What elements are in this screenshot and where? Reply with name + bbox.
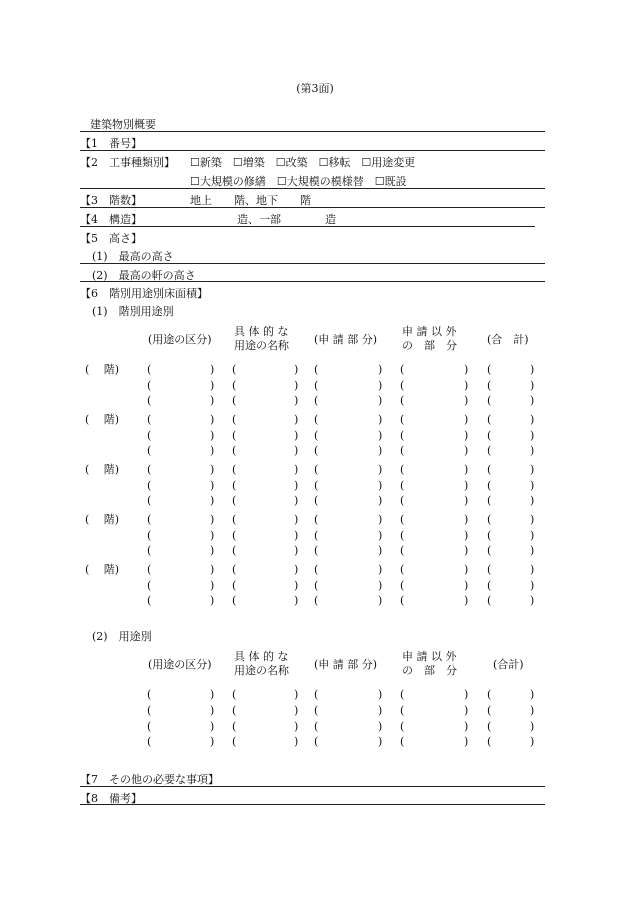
bracket-close: )	[530, 594, 535, 607]
section-3-floors: 【3 階数】	[80, 194, 142, 207]
bracket-open: (	[400, 513, 405, 526]
bracket-open: (	[314, 704, 319, 717]
bracket-open: (	[147, 704, 152, 717]
bracket-close: )	[530, 688, 535, 701]
bracket-close: )	[378, 688, 383, 701]
bracket-open: (	[147, 594, 152, 607]
by-floor-use-label: (1) 階別用途別	[92, 305, 174, 318]
structure-value: 造、一部 造	[237, 213, 336, 226]
bracket-open: (	[400, 394, 405, 407]
bracket-open: (	[147, 428, 152, 442]
header-line: 具 体 的 な	[234, 650, 289, 663]
bracket-open: (	[400, 363, 405, 376]
bracket-open: (	[232, 444, 237, 457]
bracket-close: )	[294, 594, 299, 607]
bracket-close: )	[464, 528, 469, 542]
bracket-close: )	[210, 378, 215, 392]
bracket-close: )	[378, 563, 383, 576]
bracket-close: )	[530, 735, 535, 748]
bracket-close: )	[294, 513, 299, 526]
bracket-open: (	[232, 363, 237, 376]
bracket-close: )	[378, 594, 383, 607]
by-use-label: (2) 用途別	[92, 630, 152, 643]
section-7-other-matters: 【7 その他の必要な事項】	[80, 773, 219, 786]
bracket-open: (	[400, 578, 405, 592]
bracket-open: (	[147, 528, 152, 542]
bracket-close: )	[378, 513, 383, 526]
bracket-close: )	[294, 363, 299, 376]
bracket-close: )	[294, 463, 299, 476]
bracket-close: )	[530, 428, 535, 442]
bracket-close: )	[530, 378, 535, 392]
bracket-close: )	[210, 578, 215, 592]
bracket-close: )	[464, 394, 469, 407]
bracket-open: (	[232, 688, 237, 701]
bracket-close: )	[530, 363, 535, 376]
bracket-close: )	[294, 428, 299, 442]
header-line: の 部 分	[402, 664, 457, 677]
bracket-open: (	[232, 413, 237, 426]
bracket-close: )	[294, 378, 299, 392]
bracket-close: )	[464, 563, 469, 576]
bracket-open: (	[487, 594, 492, 607]
bracket-open: (	[487, 413, 492, 426]
bracket-open: (	[147, 563, 152, 576]
bracket-close: )	[210, 544, 215, 557]
header-specific-use-name	[234, 650, 289, 678]
bracket-close: )	[210, 478, 215, 492]
bracket-open: (	[147, 444, 152, 457]
header-line: 用途の名称	[234, 339, 289, 352]
bracket-close: )	[294, 688, 299, 701]
bracket-open: (	[400, 594, 405, 607]
bracket-open: (	[487, 428, 492, 442]
bracket-open: (	[487, 688, 492, 701]
bracket-close: )	[210, 720, 215, 733]
bracket-open: (	[400, 428, 405, 442]
bracket-open: (	[232, 463, 237, 476]
bracket-open: (	[147, 413, 152, 426]
bracket-close: )	[294, 494, 299, 507]
bracket-close: )	[378, 428, 383, 442]
bracket-close: )	[464, 513, 469, 526]
bracket-close: )	[378, 494, 383, 507]
header-specific-use-name	[234, 325, 289, 353]
bracket-close: )	[530, 528, 535, 542]
rule	[80, 281, 545, 282]
bracket-close: )	[530, 720, 535, 733]
bracket-close: )	[378, 578, 383, 592]
bracket-close: )	[378, 704, 383, 717]
bracket-open: (	[314, 444, 319, 457]
bracket-open: (	[314, 544, 319, 557]
rule	[80, 786, 545, 787]
bracket-close: )	[378, 444, 383, 457]
bracket-open: (	[147, 363, 152, 376]
bracket-open: (	[147, 378, 152, 392]
bracket-close: )	[378, 413, 383, 426]
bracket-open: (	[147, 578, 152, 592]
bracket-open: (	[147, 394, 152, 407]
section-4-structure: 【4 構造】	[80, 213, 142, 226]
bracket-open: (	[400, 688, 405, 701]
bracket-close: )	[464, 704, 469, 717]
bracket-open: (	[487, 394, 492, 407]
bracket-open: (	[487, 378, 492, 392]
bracket-open: (	[314, 513, 319, 526]
construction-type-options-1[interactable]: ☐新築 ☐増築 ☐改築 ☐移転 ☐用途変更	[190, 156, 416, 169]
bracket-close: )	[378, 544, 383, 557]
bracket-open: (	[314, 378, 319, 392]
bracket-close: )	[294, 720, 299, 733]
bracket-close: )	[294, 413, 299, 426]
bracket-close: )	[464, 444, 469, 457]
bracket-open: (	[232, 735, 237, 748]
bracket-open: (	[232, 378, 237, 392]
document-title: 建築物別概要	[90, 118, 156, 131]
bracket-open: (	[232, 544, 237, 557]
bracket-open: (	[232, 578, 237, 592]
section-1-number: 【1 番号】	[80, 137, 142, 150]
bracket-open: (	[314, 494, 319, 507]
section-5-height: 【5 高さ】	[80, 232, 142, 245]
bracket-close: )	[210, 563, 215, 576]
bracket-open: (	[400, 463, 405, 476]
bracket-close: )	[294, 528, 299, 542]
bracket-close: )	[530, 544, 535, 557]
rule	[80, 131, 545, 132]
header-applied-part: (申 請 部 分)	[314, 333, 378, 346]
bracket-open: (	[147, 494, 152, 507]
bracket-open: (	[400, 704, 405, 717]
bracket-open: (	[232, 494, 237, 507]
bracket-open: (	[400, 544, 405, 557]
bracket-open: (	[487, 444, 492, 457]
bracket-open: (	[147, 513, 152, 526]
bracket-close: )	[530, 463, 535, 476]
bracket-close: )	[378, 720, 383, 733]
rule	[80, 226, 535, 227]
bracket-close: )	[210, 594, 215, 607]
bracket-open: (	[147, 688, 152, 701]
bracket-close: )	[530, 578, 535, 592]
bracket-open: (	[400, 378, 405, 392]
bracket-open: (	[400, 528, 405, 542]
bracket-close: )	[210, 463, 215, 476]
bracket-open: (	[314, 478, 319, 492]
bracket-close: )	[210, 688, 215, 701]
bracket-open: (	[487, 513, 492, 526]
header-total: (合 計)	[487, 333, 529, 346]
bracket-close: )	[210, 413, 215, 426]
bracket-close: )	[210, 528, 215, 542]
bracket-close: )	[464, 378, 469, 392]
floor-label: ( 階)	[85, 513, 120, 526]
header-non-applied-part	[402, 325, 457, 353]
bracket-open: (	[400, 563, 405, 576]
max-height-label: (1) 最高の高さ	[92, 250, 174, 263]
bracket-close: )	[464, 578, 469, 592]
bracket-open: (	[314, 413, 319, 426]
bracket-close: )	[530, 444, 535, 457]
bracket-close: )	[294, 394, 299, 407]
bracket-open: (	[400, 444, 405, 457]
bracket-open: (	[400, 494, 405, 507]
rule	[80, 150, 545, 151]
bracket-close: )	[378, 735, 383, 748]
bracket-open: (	[314, 428, 319, 442]
bracket-open: (	[147, 720, 152, 733]
header-line: 申 請 以 外	[402, 650, 457, 663]
bracket-close: )	[378, 478, 383, 492]
bracket-open: (	[487, 494, 492, 507]
bracket-close: )	[530, 478, 535, 492]
bracket-open: (	[400, 478, 405, 492]
section-8-remarks: 【8 備考】	[80, 792, 142, 805]
bracket-open: (	[232, 704, 237, 717]
bracket-close: )	[294, 478, 299, 492]
header-applied-part: (申 請 部 分)	[314, 658, 378, 671]
bracket-open: (	[314, 688, 319, 701]
bracket-open: (	[487, 578, 492, 592]
bracket-close: )	[464, 478, 469, 492]
bracket-open: (	[232, 394, 237, 407]
max-eaves-height-label: (2) 最高の軒の高さ	[92, 269, 196, 282]
bracket-close: )	[530, 494, 535, 507]
bracket-close: )	[210, 428, 215, 442]
bracket-open: (	[232, 563, 237, 576]
bracket-close: )	[464, 594, 469, 607]
rule	[80, 263, 545, 264]
bracket-open: (	[147, 463, 152, 476]
bracket-close: )	[464, 735, 469, 748]
bracket-open: (	[147, 544, 152, 557]
bracket-close: )	[464, 720, 469, 733]
bracket-close: )	[210, 363, 215, 376]
bracket-open: (	[147, 735, 152, 748]
bracket-open: (	[232, 594, 237, 607]
bracket-open: (	[314, 463, 319, 476]
rule	[80, 207, 545, 208]
header-total: (合計)	[493, 658, 524, 671]
bracket-close: )	[210, 735, 215, 748]
bracket-open: (	[400, 720, 405, 733]
bracket-close: )	[464, 413, 469, 426]
bracket-open: (	[487, 735, 492, 748]
bracket-close: )	[464, 463, 469, 476]
bracket-open: (	[232, 478, 237, 492]
bracket-close: )	[464, 688, 469, 701]
floors-value: 地上 階、地下 階	[190, 194, 311, 207]
bracket-open: (	[487, 544, 492, 557]
bracket-open: (	[147, 478, 152, 492]
bracket-open: (	[314, 720, 319, 733]
header-use-category: (用途の区分)	[148, 333, 212, 346]
bracket-close: )	[530, 563, 535, 576]
section-2-construction-type: 【2 工事種類別】	[80, 156, 175, 169]
bracket-close: )	[378, 463, 383, 476]
rule	[80, 188, 545, 189]
rule	[80, 804, 545, 805]
bracket-close: )	[464, 363, 469, 376]
bracket-open: (	[400, 413, 405, 426]
bracket-close: )	[210, 444, 215, 457]
bracket-close: )	[530, 394, 535, 407]
bracket-close: )	[530, 704, 535, 717]
bracket-close: )	[294, 735, 299, 748]
construction-type-options-2[interactable]: ☐大規模の修繕 ☐大規模の模様替 ☐既設	[190, 175, 407, 188]
bracket-open: (	[232, 513, 237, 526]
bracket-open: (	[487, 563, 492, 576]
bracket-close: )	[464, 428, 469, 442]
section-6-floor-area: 【6 階別用途別床面積】	[80, 287, 208, 300]
bracket-close: )	[294, 704, 299, 717]
bracket-close: )	[378, 394, 383, 407]
bracket-open: (	[314, 735, 319, 748]
floor-label: ( 階)	[85, 463, 120, 476]
floor-label: ( 階)	[85, 363, 120, 376]
bracket-close: )	[530, 513, 535, 526]
bracket-close: )	[294, 444, 299, 457]
bracket-open: (	[400, 735, 405, 748]
bracket-close: )	[210, 394, 215, 407]
bracket-open: (	[487, 363, 492, 376]
header-line: 具 体 的 な	[234, 325, 289, 338]
floor-label: ( 階)	[85, 413, 120, 426]
bracket-open: (	[487, 720, 492, 733]
bracket-close: )	[210, 494, 215, 507]
floor-label: ( 階)	[85, 563, 120, 576]
bracket-open: (	[487, 528, 492, 542]
bracket-open: (	[487, 463, 492, 476]
bracket-open: (	[232, 428, 237, 442]
bracket-open: (	[232, 528, 237, 542]
bracket-close: )	[294, 544, 299, 557]
bracket-open: (	[487, 704, 492, 717]
bracket-open: (	[487, 478, 492, 492]
bracket-close: )	[378, 378, 383, 392]
bracket-open: (	[314, 528, 319, 542]
bracket-open: (	[314, 563, 319, 576]
bracket-close: )	[464, 494, 469, 507]
bracket-close: )	[294, 578, 299, 592]
bracket-close: )	[294, 563, 299, 576]
header-use-category: (用途の区分)	[148, 658, 212, 671]
bracket-open: (	[314, 363, 319, 376]
bracket-open: (	[314, 394, 319, 407]
header-non-applied-part	[402, 650, 457, 678]
bracket-close: )	[210, 513, 215, 526]
bracket-close: )	[378, 363, 383, 376]
bracket-close: )	[210, 704, 215, 717]
bracket-close: )	[530, 413, 535, 426]
bracket-open: (	[232, 720, 237, 733]
bracket-close: )	[378, 528, 383, 542]
bracket-open: (	[314, 594, 319, 607]
header-line: の 部 分	[402, 339, 457, 352]
bracket-close: )	[464, 544, 469, 557]
header-line: 用途の名称	[234, 664, 289, 677]
header-line: 申 請 以 外	[402, 325, 457, 338]
bracket-open: (	[314, 578, 319, 592]
page-number-label: (第3面)	[296, 82, 334, 95]
